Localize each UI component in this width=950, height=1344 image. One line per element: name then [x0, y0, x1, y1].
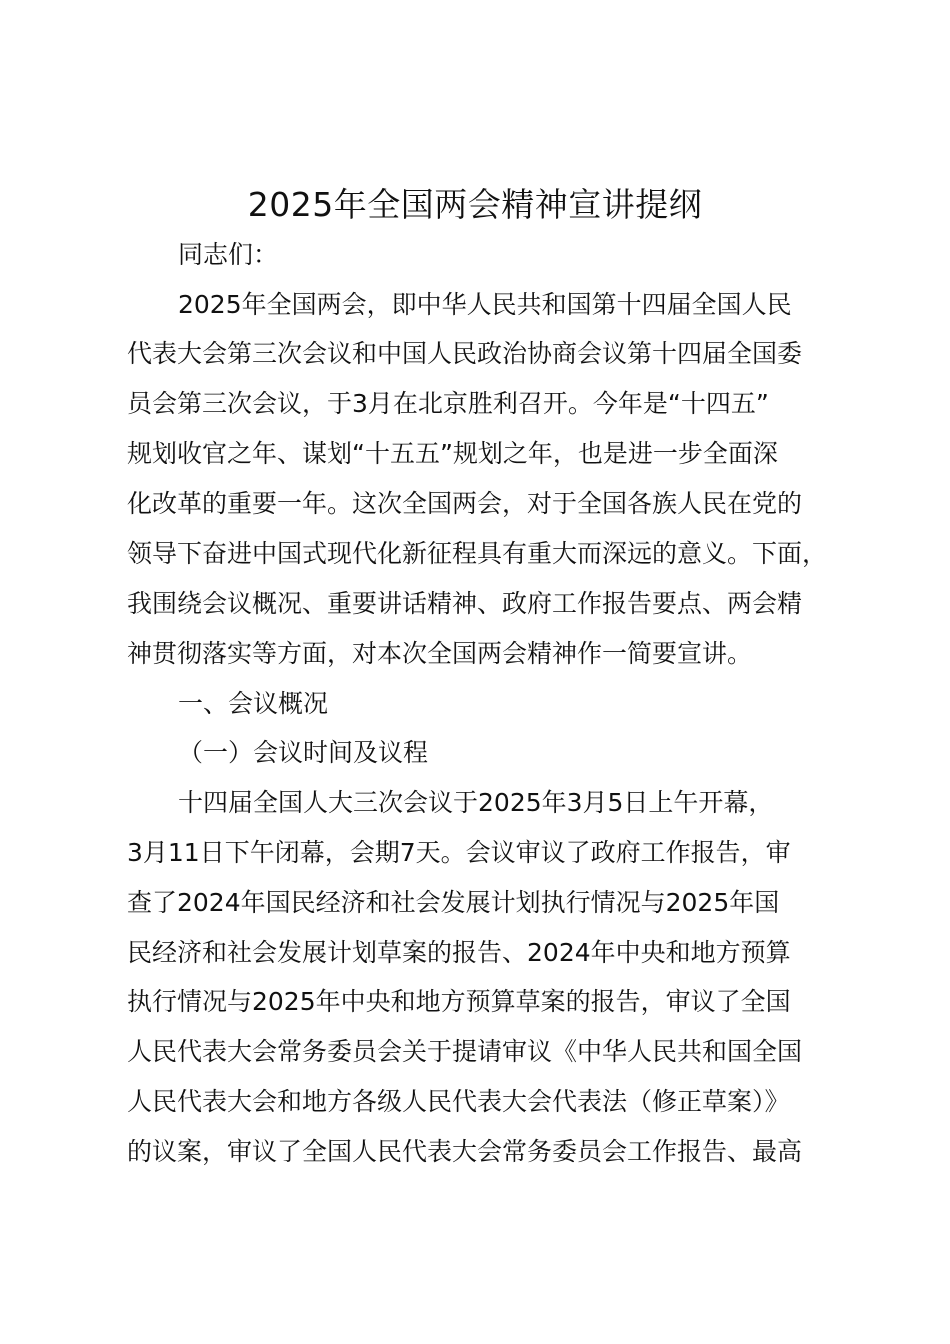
body-line-2: 3月11日下午闭幕，会期7天。会议审议了政府工作报告，审: [127, 838, 791, 867]
body-line-8: 的议案，审议了全国人民代表大会常务委员会工作报告、最高: [127, 1137, 803, 1166]
section-heading: 一、会议概况: [178, 689, 329, 718]
intro-line-6: 领导下奋进中国式现代化新征程具有重大而深远的意义。下面，: [127, 539, 828, 568]
body-line-5: 执行情况与2025年中央和地方预算草案的报告，审议了全国: [127, 987, 791, 1016]
intro-line-2: 代表大会第三次会议和中国人民政治协商会议第十四届全国委: [127, 339, 803, 368]
body-line-3: 查了2024年国民经济和社会发展计划执行情况与2025年国: [127, 888, 780, 917]
intro-line-8: 神贯彻落实等方面，对本次全国两会精神作一简要宣讲。: [127, 639, 753, 668]
intro-line-1: 2025年全国两会，即中华人民共和国第十四届全国人民: [178, 290, 792, 319]
intro-line-3: 员会第三次会议，于3月在北京胜利召开。今年是“十四五”: [127, 389, 769, 418]
subsection-heading: （一）会议时间及议程: [178, 738, 429, 767]
body-line-6: 人民代表大会常务委员会关于提请审议《中华人民共和国全国: [127, 1037, 803, 1066]
body-line-1: 十四届全国人大三次会议于2025年3月5日上午开幕，: [178, 788, 774, 817]
intro-line-4: 规划收官之年、谋划“十五五”规划之年，也是进一步全面深: [127, 439, 778, 468]
intro-line-5: 化改革的重要一年。这次全国两会，对于全国各族人民在党的: [127, 489, 803, 518]
intro-line-7: 我围绕会议概况、重要讲话精神、政府工作报告要点、两会精: [127, 589, 803, 618]
greeting: 同志们：: [178, 240, 279, 269]
body-line-7: 人民代表大会和地方各级人民代表大会代表法（修正草案）》: [127, 1087, 790, 1116]
body-line-4: 民经济和社会发展计划草案的报告、2024年中央和地方预算: [127, 938, 791, 967]
document-title: 2025年全国两会精神宣讲提纲: [247, 185, 703, 224]
